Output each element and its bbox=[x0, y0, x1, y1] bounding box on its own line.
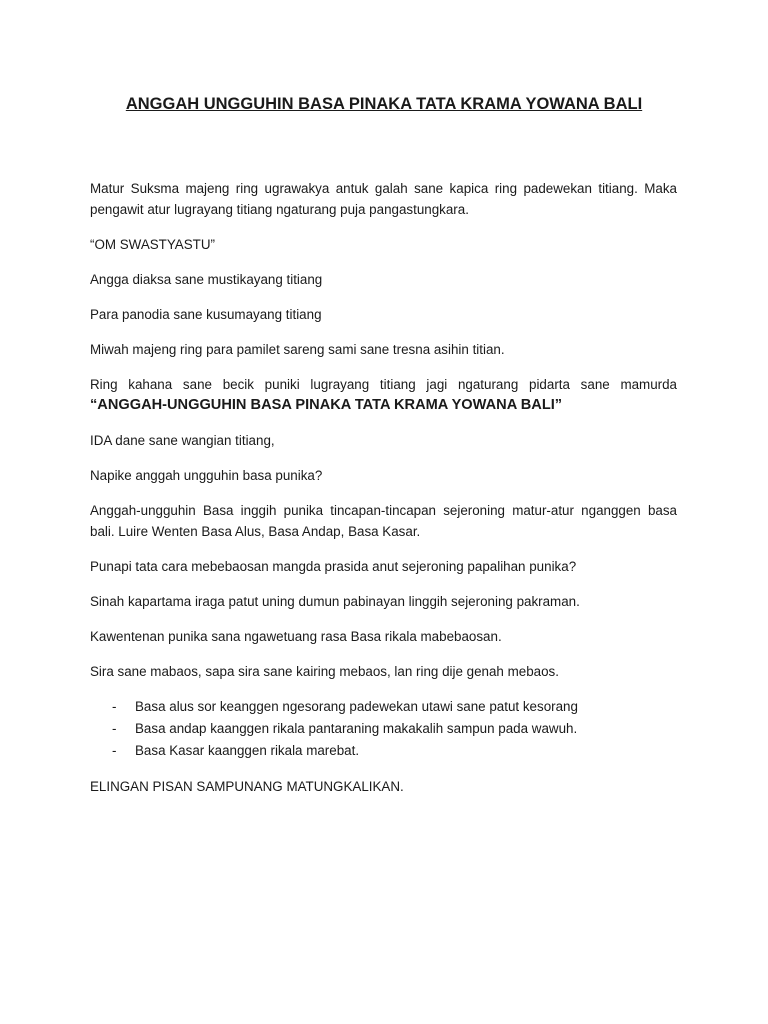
list-bullet: - bbox=[112, 743, 117, 758]
paragraph-speech-intro bbox=[90, 374, 677, 416]
paragraph-definition: Anggah-ungguhin Basa inggih punika tincapan-tincapan sejeroning matur-atur nganggen basa bali. Luire Wenten Basa Alus, Basa Andap, Basa Kasar. bbox=[90, 503, 677, 539]
list-item-text: Basa alus sor keanggen ngesorang padewekan utawi sane patut kesorang bbox=[135, 699, 578, 714]
paragraph-salutation-panelists: Para panodia sane kusumayang titiang bbox=[90, 307, 322, 322]
paragraph-opening: Matur Suksma majeng ring ugrawakya antuk galah sane kapica ring padewekan titiang. Maka pengawit atur lugrayang titiang ngaturang puja pangastungkara. bbox=[90, 181, 677, 217]
list-bullet: - bbox=[112, 699, 117, 714]
document-body bbox=[90, 178, 677, 811]
list-item-text: Basa andap kaanggen rikala pantaraning makakalih sampun pada wawuh. bbox=[135, 721, 578, 736]
paragraph-salutation-judges: Angga diaksa sane mustikayang titiang bbox=[90, 272, 323, 287]
list-item bbox=[90, 696, 677, 718]
list-bullet: - bbox=[112, 721, 117, 736]
paragraph-greeting: “OM SWASTYASTU” bbox=[90, 237, 215, 252]
list-item bbox=[90, 740, 677, 762]
paragraph-feeling: Kawentenan punika sana ngawetuang rasa Basa rikala mabebaosan. bbox=[90, 629, 502, 644]
speech-intro-text: Ring kahana sane becik puniki lugrayang titiang jagi ngaturang pidarta sane mamurda bbox=[90, 377, 677, 392]
paragraph-closing-reminder: ELINGAN PISAN SAMPUNANG MATUNGKALIKAN. bbox=[90, 779, 404, 794]
paragraph-first-step: Sinah kapartama iraga patut uning dumun pabinayan linggih sejeroning pakraman. bbox=[90, 594, 580, 609]
list-item bbox=[90, 718, 677, 740]
list-item-text: Basa Kasar kaanggen rikala marebat. bbox=[135, 743, 360, 758]
document-title: ANGGAH UNGGUHIN BASA PINAKA TATA KRAMA YOWANA BALI bbox=[125, 95, 643, 113]
paragraph-how-question: Punapi tata cara mebebaosan mangda prasida anut sejeroning papalihan punika? bbox=[90, 559, 577, 574]
paragraph-context: Sira sane mabaos, sapa sira sane kairing mebaos, lan ring dije genah mebaos. bbox=[90, 664, 559, 679]
paragraph-address: IDA dane sane wangian titiang, bbox=[90, 433, 275, 448]
paragraph-question: Napike anggah ungguhin basa punika? bbox=[90, 468, 323, 483]
language-levels-list bbox=[90, 696, 677, 762]
speech-title-bold: “ANGGAH-UNGGUHIN BASA PINAKA TATA KRAMA YOWANA BALI” bbox=[90, 397, 563, 413]
paragraph-salutation-participants: Miwah majeng ring para pamilet sareng sami sane tresna asihin titian. bbox=[90, 342, 505, 357]
